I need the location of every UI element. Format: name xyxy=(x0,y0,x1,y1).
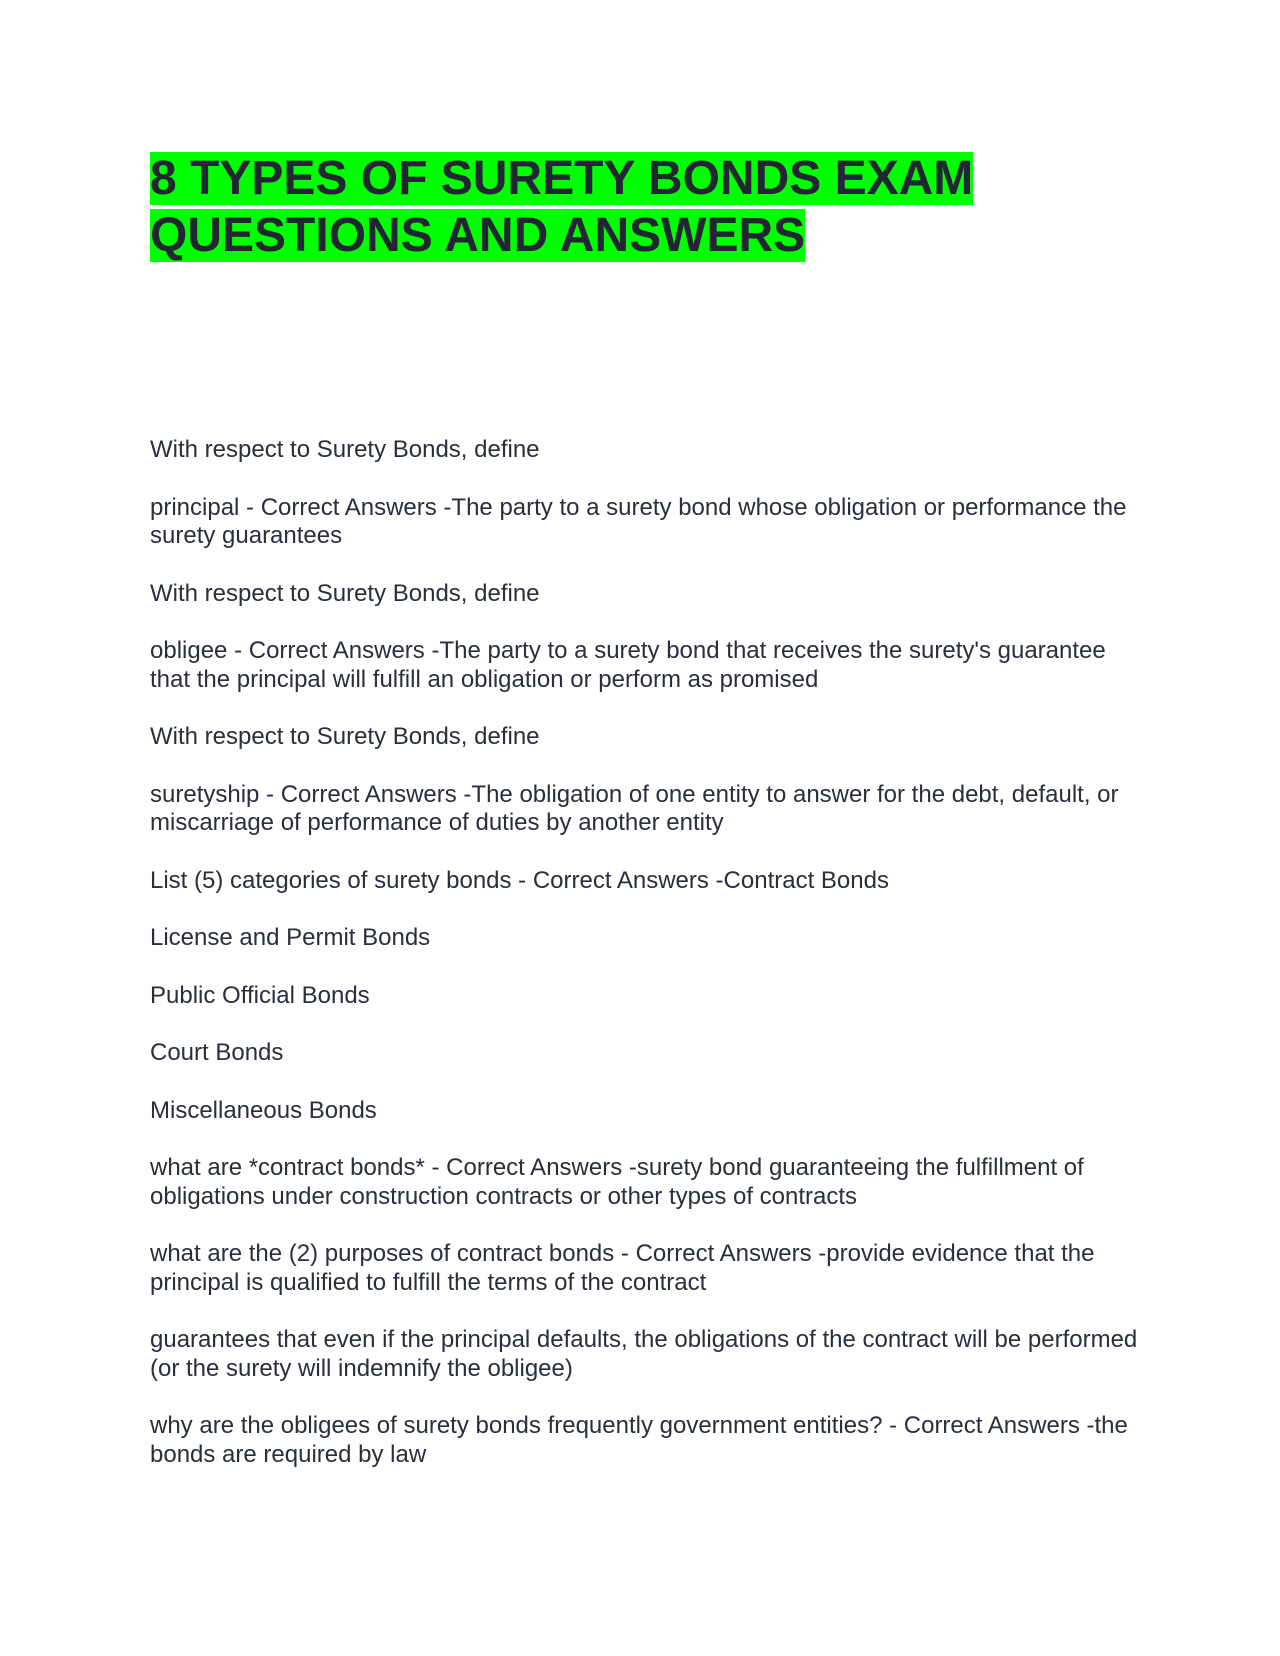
question-paragraph: With respect to Surety Bonds, define xyxy=(150,436,540,463)
list-item-paragraph: License and Permit Bonds xyxy=(150,924,431,951)
answer-paragraph: suretyship - Correct Answers -The obligation of one entity to answer for the debt, default, or miscarriage of performance of duties by another entity xyxy=(150,780,1119,836)
list-item-paragraph: Court Bonds xyxy=(150,1039,284,1066)
answer-paragraph: List (5) categories of surety bonds - Correct Answers -Contract Bonds xyxy=(150,866,889,894)
answer-paragraph: what are the (2) purposes of contract bonds - Correct Answers -provide evidence that the principal is qualified to fulfill the terms of the contract xyxy=(150,1240,1095,1296)
title-line-1: 8 TYPES OF SURETY BONDS EXAM xyxy=(150,152,974,205)
question-paragraph: With respect to Surety Bonds, define xyxy=(150,579,540,607)
title-line-2: QUESTIONS AND ANSWERS xyxy=(150,209,806,262)
document-body xyxy=(150,436,1140,1498)
question-paragraph: With respect to Surety Bonds, define xyxy=(150,723,540,750)
answer-paragraph: obligee - Correct Answers -The party to a surety bond that receives the surety's guarantee that the principal will fulfill an obligation or perform as promised xyxy=(150,637,1106,693)
document-title xyxy=(150,150,1050,264)
answer-paragraph: what are *contract bonds* - Correct Answers -surety bond guaranteeing the fulfillment of obligations under construction contracts or other types of contracts xyxy=(150,1154,1084,1210)
answer-paragraph: guarantees that even if the principal defaults, the obligations of the contract will be performed (or the surety will indemnify the obligee) xyxy=(150,1326,1138,1382)
list-item-paragraph: Public Official Bonds xyxy=(150,981,370,1009)
answer-paragraph: why are the obligees of surety bonds frequently government entities? - Correct Answers -the bonds are required by law xyxy=(150,1412,1128,1468)
answer-paragraph: principal - Correct Answers -The party to a surety bond whose obligation or performance the surety guarantees xyxy=(150,493,1127,549)
list-item-paragraph: Miscellaneous Bonds xyxy=(150,1096,377,1124)
